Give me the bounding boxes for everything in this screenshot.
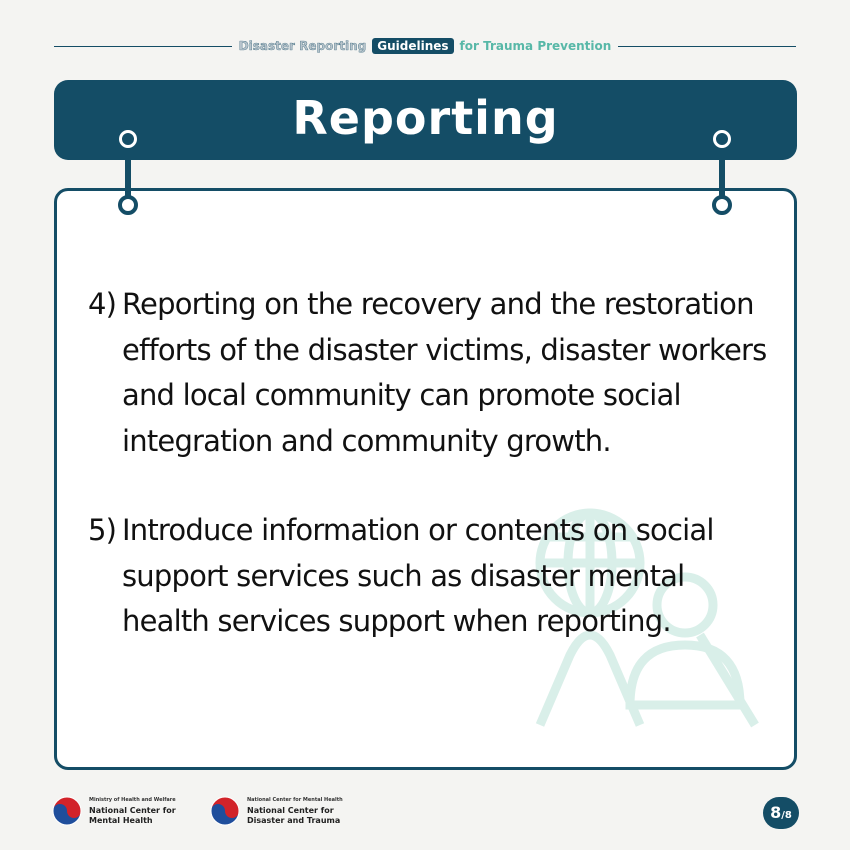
guideline-number: 5) — [88, 513, 117, 547]
logo-trauma-caption: National Center for Mental Health — [247, 796, 343, 803]
ring-bar-right — [719, 150, 725, 200]
header-divider-right — [618, 46, 796, 47]
ring-hole-left — [119, 130, 137, 148]
ring-bar-left — [125, 150, 131, 200]
ring-hole-right — [713, 130, 731, 148]
guideline-item — [88, 508, 768, 645]
series-header-part3: for Trauma Prevention — [459, 39, 612, 53]
title-banner — [54, 80, 797, 160]
taeguk-emblem-icon — [210, 796, 240, 826]
logo-ministry-line2: Mental Health — [89, 815, 153, 825]
ring-loop-right — [712, 195, 732, 215]
logo-ministry-caption: Ministry of Health and Welfare — [89, 796, 176, 803]
guideline-number: 4) — [88, 287, 117, 321]
page-indicator — [763, 797, 799, 829]
page-total: /8 — [781, 810, 792, 821]
header-divider-left — [54, 46, 232, 47]
ring-loop-left — [118, 195, 138, 215]
guideline-item — [88, 282, 768, 464]
page-current: 8 — [770, 803, 782, 822]
logo-trauma-center — [210, 796, 343, 826]
logo-ministry-line1: National Center for — [89, 805, 176, 815]
series-header-part1: Disaster Reporting — [238, 39, 367, 53]
logo-trauma-line1: National Center for — [247, 805, 334, 815]
guideline-text: Reporting on the recovery and the restoration efforts of the disaster victims, disaster workers and local community can promote social integration and community growth. — [122, 287, 767, 458]
series-header — [238, 38, 612, 54]
guideline-list — [88, 282, 768, 645]
logo-ministry — [52, 796, 176, 826]
taeguk-emblem-icon — [52, 796, 82, 826]
logo-trauma-line2: Disaster and Trauma — [247, 815, 341, 825]
series-header-part2: Guidelines — [372, 38, 453, 54]
page-title: Reporting — [292, 91, 559, 145]
guideline-text: Introduce information or contents on social support services such as disaster mental health services support when reporting. — [122, 513, 714, 638]
